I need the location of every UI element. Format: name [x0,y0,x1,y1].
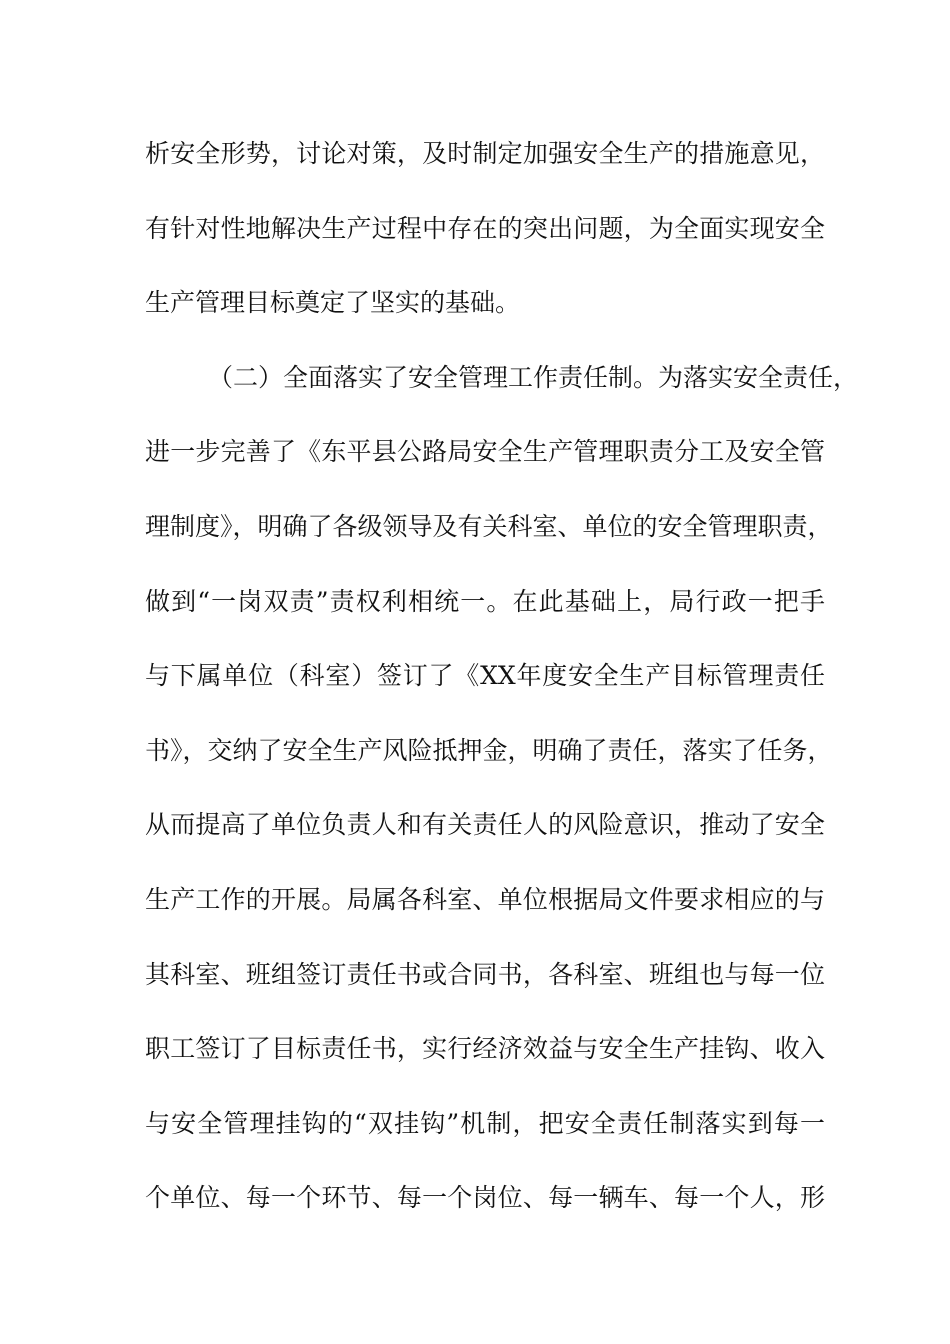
text-line: 职工签订了目标责任书，实行经济效益与安全生产挂钩、收入 [145,1034,825,1064]
text-line: 生产工作的开展。局属各科室、单位根据局文件要求相应的与 [145,884,825,914]
text-line: 有针对性地解决生产过程中存在的突出问题，为全面实现安全 [145,213,825,243]
text-line: 其科室、班组签订责任书或合同书，各科室、班组也与每一位 [145,959,825,989]
text-line: 书》，交纳了安全生产风险抵押金，明确了责任，落实了任务， [145,735,833,765]
text-line: 进一步完善了《东平县公路局安全生产管理职责分工及安全管 [145,437,825,467]
paragraph-start-line: （二）全面落实了安全管理工作责任制。为落实安全责任， [208,362,859,392]
text-line: 生产管理目标奠定了坚实的基础。 [145,288,521,318]
text-line: 析安全形势，讨论对策，及时制定加强安全生产的措施意见， [145,139,825,168]
text-line: 与安全管理挂钩的“双挂钩”机制，把安全责任制落实到每一 [145,1108,825,1138]
text-line: 从而提高了单位负责人和有关责任人的风险意识，推动了安全 [145,810,825,840]
text-line: 做到“一岗双责”责权利相统一。在此基础上，局行政一把手 [145,586,825,616]
document-body [145,128,859,1247]
text-line: 理制度》，明确了各级领导及有关科室、单位的安全管理职责， [145,511,833,541]
text-line: 与下属单位（科室）签订了《XX年度安全生产目标管理责任 [145,661,825,691]
text-line: 个单位、每一个环节、每一个岗位、每一辆车、每一个人，形 [145,1183,825,1213]
